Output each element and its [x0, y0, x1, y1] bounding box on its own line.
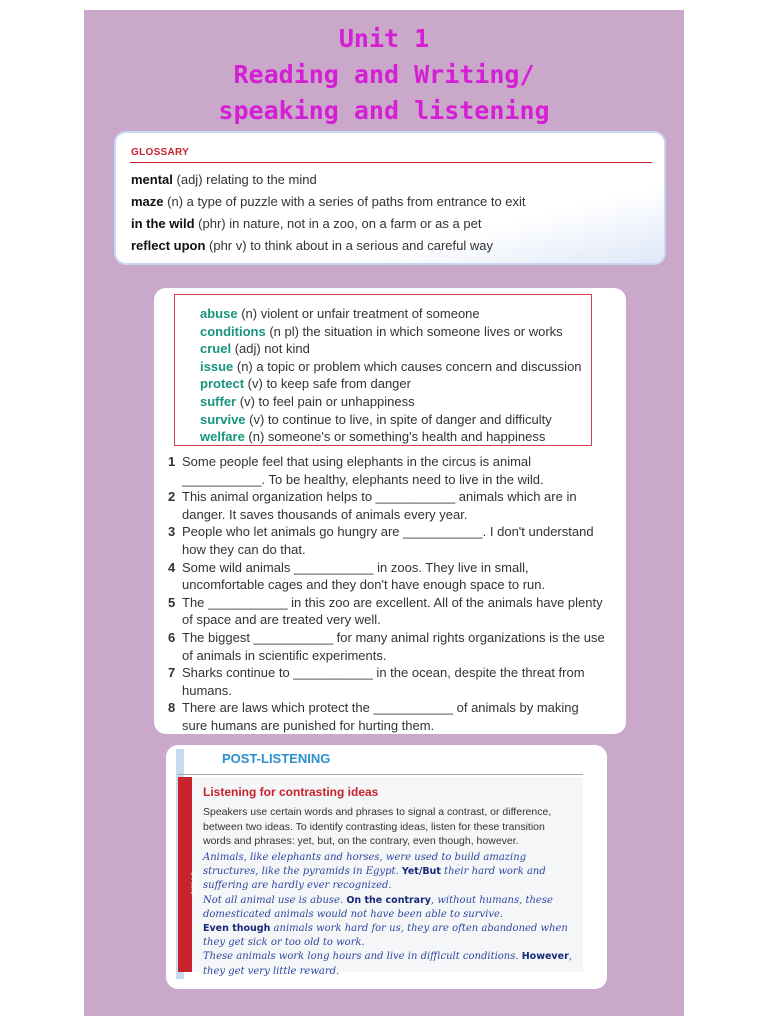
vocabulary-item: cruel (adj) not kind — [200, 341, 310, 357]
glossary-heading: GLOSSARY — [131, 147, 190, 158]
handwritten-line: domesticated animals would not have been able to survive. — [203, 908, 504, 920]
post-listening-divider — [178, 774, 583, 775]
handwritten-line: Not all animal use is abuse. On the contrary, without humans, these — [203, 894, 553, 906]
handwritten-line: they get very little reward. — [203, 965, 340, 977]
skills-label: SKILLS — [191, 871, 198, 895]
exercise-item: 3 People who let animals go hungry are ___________. I don't understand how they can do that. — [168, 524, 594, 557]
exercise-item: 7 Sharks continue to ___________ in the ocean, despite the threat from humans. — [168, 665, 585, 698]
glossary-item: mental (adj) relating to the mind — [131, 172, 317, 187]
exercise-list — [168, 453, 605, 735]
handwritten-line: structures, like the pyramids in Egypt. Yet/But their hard work and — [203, 866, 546, 878]
vocabulary-item: welfare (n) someone's or something's health and happiness — [200, 429, 546, 445]
section-title: Reading and Writing/ — [233, 60, 535, 89]
glossary-item: maze (n) a type of puzzle with a series of paths from entrance to exit — [131, 194, 526, 209]
glossary-item: reflect upon (phr v) to think about in a serious and careful way — [131, 238, 493, 253]
vocabulary-item: survive (v) to continue to live, in spite of danger and difficulty — [200, 411, 552, 427]
vocabulary-box — [174, 294, 592, 446]
vocabulary-item: conditions (n pl) the situation in which someone lives or works — [200, 323, 563, 339]
skills-tab — [178, 777, 198, 972]
vocabulary-item: suffer (v) to feel pain or unhappiness — [200, 393, 415, 409]
skills-subheading: Listening for contrasting ideas — [203, 785, 379, 799]
unit-title: Unit 1 — [338, 24, 430, 53]
vocabulary-card — [154, 288, 626, 734]
glossary-item: in the wild (phr) in nature, not in a zoo, on a farm or as a pet — [131, 216, 482, 231]
exercise-item: 1 Some people feel that using elephants in the circus is animal ___________. To be healthy, elephants need to live in the wild. — [168, 454, 544, 487]
exercise-item: 2 This animal organization helps to ___________ animals which are in danger. It saves thousands of animals every year. — [168, 489, 577, 522]
skills-body: Speakers use certain words and phrases to signal a contrast, or difference, between two ideas. To identify contrasting ideas, listen for these transition words and phrases: yet, but, on the contrary, even though, however. — [203, 806, 552, 847]
vocabulary-item: abuse (n) violent or unfair treatment of someone — [200, 306, 480, 321]
exercise-item: 8 There are laws which protect the ___________ of animals by making sure humans are punished for hurting them. — [168, 700, 579, 733]
exercise-item: 4 Some wild animals ___________ in zoos. They live in small, uncomfortable cages and they don't have enough space to run. — [168, 559, 546, 593]
handwritten-line: they get sick or too old to work. — [203, 937, 365, 949]
handwritten-line: Animals, like elephants and horses, were used to build amazing — [203, 852, 527, 863]
glossary-card — [114, 131, 666, 265]
vocabulary-item: protect (v) to keep safe from danger — [200, 376, 411, 392]
vocabulary-item: issue (n) a topic or problem which causes concern and discussion — [200, 358, 582, 374]
post-listening-card — [166, 745, 607, 989]
handwritten-examples — [203, 851, 572, 979]
handwritten-line: Even though animals work hard for us, they are often abandoned when — [203, 923, 568, 935]
section-subtitle: speaking and listening — [218, 96, 550, 125]
exercise-item: 5 The ___________ in this zoo are excellent. All of the animals have plenty of space and are treated very well. — [168, 594, 603, 628]
exercise-item: 6 The biggest ___________ for many animal rights organizations is the use of animals in scientific experiments. — [168, 629, 605, 663]
vocabulary-list — [200, 305, 582, 446]
post-listening-heading: POST-LISTENING — [222, 751, 331, 766]
glossary-list — [131, 169, 526, 257]
glossary-divider — [130, 162, 652, 163]
handwritten-line: suffering are hardly ever recognized. — [203, 880, 392, 892]
handwritten-line: These animals work long hours and live in difficult conditions. However, — [203, 951, 572, 963]
